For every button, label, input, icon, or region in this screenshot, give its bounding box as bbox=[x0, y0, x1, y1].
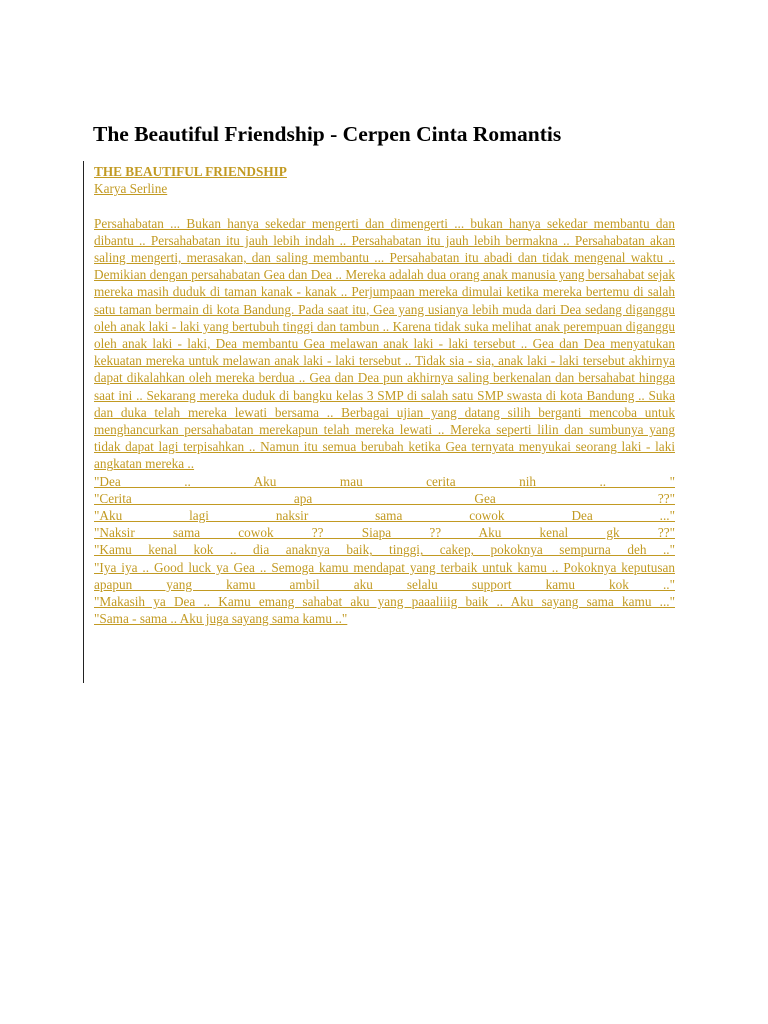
dialogue-line[interactable]: "Iya iya .. Good luck ya Gea .. Semoga kamu mendapat yang terbaik untuk kamu .. Pokoknya keputusan apapun yang kamu ambil aku selalu support kamu kok .." bbox=[94, 559, 675, 592]
dialogue-line[interactable]: "Kamu kenal kok .. dia anaknya baik, tinggi, cakep, pokoknya sempurna deh .." bbox=[94, 542, 675, 558]
dialogue-list bbox=[94, 473, 675, 628]
author-link[interactable]: Karya Serline bbox=[94, 181, 168, 197]
dialogue-line[interactable]: "Cerita apa Gea ??" bbox=[94, 490, 675, 506]
dialogue-line[interactable]: "Sama - sama .. Aku juga sayang sama kamu .." bbox=[94, 611, 348, 627]
dialogue-line[interactable]: "Naksir sama cowok ?? Siapa ?? Aku kenal gk ??" bbox=[94, 525, 675, 541]
post-content bbox=[83, 161, 676, 683]
dialogue-line[interactable]: "Makasih ya Dea .. Kamu emang sahabat aku yang paaaliiig baik .. Aku sayang sama kamu ..." bbox=[94, 594, 675, 610]
document-title: The Beautiful Friendship - Cerpen Cinta Romantis bbox=[93, 122, 562, 146]
story-title-link[interactable]: THE BEAUTIFUL FRIENDSHIP bbox=[94, 164, 287, 179]
post-body bbox=[94, 163, 675, 627]
dialogue-line[interactable]: "Dea .. Aku mau cerita nih .. " bbox=[94, 473, 675, 489]
story-narrative bbox=[94, 215, 675, 473]
narrative-text[interactable]: Persahabatan ... Bukan hanya sekedar mengerti dan dimengerti ... bukan hanya sekedar membantu dan dibantu .. Persahabatan itu jauh lebih indah .. Persahabatan itu jauh lebih bermakna .. Persahabatan akan saling mengerti, merasakan, dan saling membantu ... Persahabatan itu abadi dan tidak mengenal waktu .. Demikian dengan persahabatan Gea dan Dea .. Mereka adalah dua orang anak manusia yang bersahabat sejak mereka masih duduk di taman kanak - kanak .. Perjumpaan mereka dimulai ketika mereka bertemu di salah satu taman bermain di kota Bandung. Pada saat itu, Gea yang usianya lebih muda dari Dea sedang diganggu oleh anak laki - laki yang bertubuh tinggi dan tambun .. Karena tidak suka melihat anak perempuan diganggu oleh anak laki - laki, Dea membantu Gea melawan anak laki - laki tersebut .. Gea dan Dea menyatukan kekuatan mereka untuk melawan anak laki - laki tersebut .. Tidak sia - sia, anak laki - laki tersebut akhirnya dapat dikalahkan oleh mereka berdua .. Gea dan Dea pun akhirnya saling berkenalan dan bersahabat hingga saat ini .. Sekarang mereka duduk di bangku kelas 3 SMP di salah satu SMP swasta di kota Bandung .. Suka dan duka telah mereka lewati bersama .. Berbagai ujian yang datang silih berganti mencoba untuk menghancurkan persahabatan merekapun telah mereka lewati .. Mereka seperti lilin dan sumbunya yang tidak dapat lagi terpisahkan .. Namun itu semua berubah ketika Gea ternyata menyukai seorang laki - laki angkatan mereka .. bbox=[94, 215, 675, 472]
paragraph-gap bbox=[94, 197, 675, 214]
dialogue-line[interactable]: "Aku lagi naksir sama cowok Dea ..." bbox=[94, 508, 675, 524]
